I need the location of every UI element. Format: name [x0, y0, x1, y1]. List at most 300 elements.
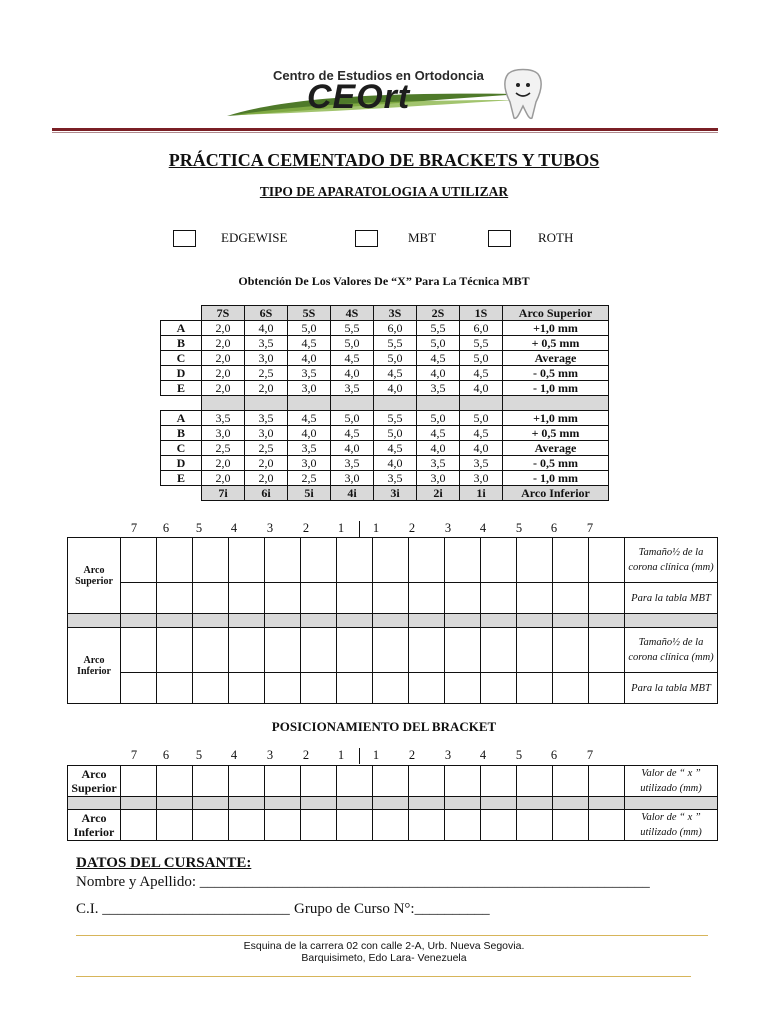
- column-footer: 4i: [331, 486, 374, 501]
- arc-cell: +1,0 mm: [503, 411, 609, 426]
- table-cell: 3,5: [202, 411, 245, 426]
- arc-cell: Average: [503, 441, 609, 456]
- table-row: [68, 810, 718, 841]
- tooth-number: 3: [266, 521, 274, 535]
- bracket-positioning-grid: [67, 765, 718, 841]
- table-row: [161, 351, 609, 366]
- tooth-number: 2: [302, 748, 310, 762]
- input-cell[interactable]: [553, 766, 589, 797]
- input-cell[interactable]: [589, 628, 625, 673]
- row-label: E: [161, 381, 202, 396]
- table-cell: 3,0: [460, 471, 503, 486]
- table-row: [161, 441, 609, 456]
- arc-cell: +1,0 mm: [503, 321, 609, 336]
- tooth-number: 7: [586, 521, 594, 535]
- upper-arch-label: Arco Superior: [68, 538, 121, 614]
- table-row: [161, 411, 609, 426]
- input-cell[interactable]: [553, 810, 589, 841]
- input-cell[interactable]: [193, 583, 229, 614]
- mbt-checkbox[interactable]: [355, 230, 378, 247]
- mbt-values-table: [160, 305, 609, 501]
- input-cell[interactable]: [265, 673, 301, 704]
- input-cell[interactable]: [373, 628, 409, 673]
- input-cell[interactable]: [301, 538, 337, 583]
- address-line-2: Barquisimeto, Edo Lara- Venezuela: [301, 952, 467, 964]
- input-cell[interactable]: [337, 673, 373, 704]
- input-cell[interactable]: [337, 766, 373, 797]
- tooth-number-row: [0, 521, 768, 537]
- address-line-1: Esquina de la carrera 02 con calle 2-A, Urb. Nueva Segovia.: [243, 940, 525, 952]
- table-cell: 5,0: [460, 351, 503, 366]
- table-cell: 5,5: [374, 411, 417, 426]
- page-title: PRÁCTICA CEMENTADO DE BRACKETS Y TUBOS: [168, 150, 600, 170]
- input-cell[interactable]: [229, 673, 265, 704]
- table-cell: 4,5: [331, 426, 374, 441]
- table-cell: 3,5: [245, 411, 288, 426]
- separator-cell: [589, 797, 625, 810]
- input-cell[interactable]: [589, 538, 625, 583]
- separator-cell: [265, 797, 301, 810]
- input-cell[interactable]: [517, 583, 553, 614]
- separator-cell: [517, 797, 553, 810]
- tooth-number: 5: [195, 521, 203, 535]
- input-cell[interactable]: [301, 766, 337, 797]
- separator-cell: [625, 797, 718, 810]
- separator-cell: [337, 797, 373, 810]
- table-cell: 5,0: [417, 411, 460, 426]
- separator-cell: [193, 797, 229, 810]
- input-cell[interactable]: [553, 673, 589, 704]
- arc-cell: + 0,5 mm: [503, 426, 609, 441]
- input-cell[interactable]: [481, 628, 517, 673]
- header-rule-thin: [52, 132, 718, 133]
- appliance-type-heading: TIPO DE APARATOLOGIA A UTILIZAR: [259, 184, 509, 199]
- table-cell: 3,0: [331, 471, 374, 486]
- input-cell[interactable]: [337, 538, 373, 583]
- mbt-table-heading: Obtención De Los Valores De “X” Para La Técnica MBT: [238, 274, 530, 288]
- input-cell[interactable]: [445, 810, 481, 841]
- tooth-number: 2: [408, 521, 416, 535]
- input-cell[interactable]: [445, 628, 481, 673]
- row-label: B: [161, 336, 202, 351]
- separator-cell: [625, 614, 718, 628]
- table-cell: 3,5: [288, 366, 331, 381]
- input-cell[interactable]: [589, 810, 625, 841]
- table-cell: 4,5: [460, 426, 503, 441]
- blank-cell: [161, 306, 202, 321]
- separator-cell: [589, 614, 625, 628]
- input-cell[interactable]: [337, 810, 373, 841]
- input-cell[interactable]: [373, 538, 409, 583]
- course-group-field[interactable]: Grupo de Curso N°:__________: [294, 901, 490, 917]
- table-cell: 4,5: [288, 336, 331, 351]
- tooth-number: 5: [515, 521, 523, 535]
- input-cell[interactable]: [229, 628, 265, 673]
- tooth-mascot-icon: [502, 68, 544, 120]
- separator-cell: [157, 614, 193, 628]
- input-cell[interactable]: [553, 583, 589, 614]
- lower-arch-label: Arco Inferior: [68, 810, 121, 841]
- table-cell: 5,5: [460, 336, 503, 351]
- name-field[interactable]: Nombre y Apellido: ____________________________________________________________: [76, 874, 650, 890]
- row-label: C: [161, 441, 202, 456]
- input-cell[interactable]: [265, 628, 301, 673]
- input-cell[interactable]: [193, 538, 229, 583]
- table-cell: 3,0: [417, 471, 460, 486]
- separator-cell: [445, 797, 481, 810]
- table-cell: 2,5: [245, 441, 288, 456]
- column-footer: 1i: [460, 486, 503, 501]
- input-cell[interactable]: [157, 810, 193, 841]
- midline-divider: [359, 748, 360, 764]
- row-label: D: [161, 366, 202, 381]
- mbt-table-note: Para la tabla MBT: [625, 673, 718, 704]
- input-cell[interactable]: [121, 583, 157, 614]
- tooth-number: 5: [515, 748, 523, 762]
- table-cell: 3,0: [245, 351, 288, 366]
- table-cell: 4,0: [288, 426, 331, 441]
- crown-size-note: Tamaño½ de la corona clínica (mm): [625, 628, 718, 673]
- input-cell[interactable]: [265, 583, 301, 614]
- bracket-positioning-heading: POSICIONAMIENTO DEL BRACKET: [271, 719, 497, 734]
- table-cell: 2,0: [202, 321, 245, 336]
- table-cell: 3,5: [374, 471, 417, 486]
- arc-cell: - 1,0 mm: [503, 471, 609, 486]
- input-cell[interactable]: [409, 583, 445, 614]
- blank-cell: [161, 396, 202, 411]
- table-row: [161, 426, 609, 441]
- table-cell: 5,0: [417, 336, 460, 351]
- logo-main-text: CEOrt: [307, 78, 411, 116]
- table-row: [68, 583, 718, 614]
- tooth-number: 1: [337, 521, 345, 535]
- roth-checkbox[interactable]: [488, 230, 511, 247]
- tooth-number: 7: [130, 748, 138, 762]
- id-number-field[interactable]: C.I. _________________________: [76, 901, 290, 917]
- separator-cell: [121, 614, 157, 628]
- table-cell: 3,0: [245, 426, 288, 441]
- table-cell: 2,0: [245, 381, 288, 396]
- table-cell: 2,0: [202, 336, 245, 351]
- tooth-number: 2: [408, 748, 416, 762]
- input-cell[interactable]: [481, 673, 517, 704]
- table-cell: 4,5: [331, 351, 374, 366]
- input-cell[interactable]: [337, 628, 373, 673]
- table-cell: 4,0: [374, 456, 417, 471]
- separator-cell: [337, 614, 373, 628]
- table-cell: 5,5: [417, 321, 460, 336]
- table-cell: 4,5: [374, 441, 417, 456]
- x-value-note: Valor de “ x ” utilizado (mm): [625, 766, 718, 797]
- table-cell: 3,5: [288, 441, 331, 456]
- column-header: 7S: [202, 306, 245, 321]
- input-cell[interactable]: [193, 766, 229, 797]
- table-cell: 4,5: [374, 366, 417, 381]
- input-cell[interactable]: [265, 766, 301, 797]
- input-cell[interactable]: [157, 538, 193, 583]
- separator-cell: [373, 614, 409, 628]
- table-cell: 4,0: [417, 366, 460, 381]
- tooth-number: 5: [195, 748, 203, 762]
- table-cell: 4,0: [331, 441, 374, 456]
- input-cell[interactable]: [373, 673, 409, 704]
- column-header: 6S: [245, 306, 288, 321]
- student-data-heading: DATOS DEL CURSANTE:: [76, 855, 252, 871]
- arc-cell: + 0,5 mm: [503, 336, 609, 351]
- separator-cell: [288, 396, 331, 411]
- x-value-note: Valor de “ x ” utilizado (mm): [625, 810, 718, 841]
- column-footer: 6i: [245, 486, 288, 501]
- table-cell: 5,0: [288, 321, 331, 336]
- table-cell: 2,0: [202, 366, 245, 381]
- table-cell: 2,0: [202, 351, 245, 366]
- input-cell[interactable]: [445, 673, 481, 704]
- tooth-number: 1: [372, 521, 380, 535]
- mbt-table-note: Para la tabla MBT: [625, 583, 718, 614]
- separator-cell: [373, 797, 409, 810]
- table-cell: 3,5: [417, 456, 460, 471]
- input-cell[interactable]: [445, 766, 481, 797]
- table-cell: 4,0: [374, 381, 417, 396]
- table-cell: 6,0: [460, 321, 503, 336]
- input-cell[interactable]: [481, 583, 517, 614]
- table-cell: 2,5: [288, 471, 331, 486]
- column-footer: 7i: [202, 486, 245, 501]
- table-cell: 3,5: [331, 381, 374, 396]
- separator-cell: [301, 797, 337, 810]
- table-cell: 3,0: [288, 381, 331, 396]
- row-label: A: [161, 411, 202, 426]
- separator-cell: [68, 614, 121, 628]
- table-row: [68, 766, 718, 797]
- arc-cell: - 0,5 mm: [503, 456, 609, 471]
- footer-rule-top: [76, 935, 708, 936]
- row-label: B: [161, 426, 202, 441]
- input-cell[interactable]: [229, 810, 265, 841]
- table-cell: 5,0: [374, 426, 417, 441]
- edgewise-label: EDGEWISE: [221, 230, 288, 245]
- table-cell: 3,5: [245, 336, 288, 351]
- table-cell: 3,5: [460, 456, 503, 471]
- table-cell: 3,5: [417, 381, 460, 396]
- column-header: 5S: [288, 306, 331, 321]
- table-cell: 4,0: [331, 366, 374, 381]
- table-cell: 5,0: [331, 336, 374, 351]
- separator-cell: [481, 797, 517, 810]
- input-cell[interactable]: [445, 583, 481, 614]
- column-header: 1S: [460, 306, 503, 321]
- input-cell[interactable]: [409, 673, 445, 704]
- table-cell: 4,5: [288, 411, 331, 426]
- input-cell[interactable]: [409, 810, 445, 841]
- lower-arch-label: Arco Inferior: [68, 628, 121, 704]
- input-cell[interactable]: [265, 538, 301, 583]
- table-row: [161, 336, 609, 351]
- input-cell[interactable]: [121, 810, 157, 841]
- header-rule: [52, 128, 718, 131]
- input-cell[interactable]: [373, 810, 409, 841]
- separator-cell: [374, 396, 417, 411]
- input-cell[interactable]: [229, 583, 265, 614]
- input-cell[interactable]: [553, 628, 589, 673]
- column-header: 2S: [417, 306, 460, 321]
- table-cell: 2,0: [245, 471, 288, 486]
- tooth-number: 1: [337, 748, 345, 762]
- input-cell[interactable]: [481, 766, 517, 797]
- input-cell[interactable]: [517, 810, 553, 841]
- table-cell: 4,0: [460, 381, 503, 396]
- separator-cell: [193, 614, 229, 628]
- input-cell[interactable]: [409, 766, 445, 797]
- table-cell: 4,0: [245, 321, 288, 336]
- table-cell: 5,5: [374, 336, 417, 351]
- separator-row: [68, 797, 718, 810]
- input-cell[interactable]: [481, 538, 517, 583]
- row-label: E: [161, 471, 202, 486]
- input-cell[interactable]: [157, 583, 193, 614]
- table-cell: 4,0: [288, 351, 331, 366]
- separator-cell: [121, 797, 157, 810]
- input-cell[interactable]: [121, 673, 157, 704]
- tooth-number: 6: [162, 521, 170, 535]
- input-cell[interactable]: [301, 810, 337, 841]
- table-cell: 4,5: [417, 426, 460, 441]
- separator-cell: [445, 614, 481, 628]
- column-header: 4S: [331, 306, 374, 321]
- table-cell: 5,0: [331, 411, 374, 426]
- tooth-number: 4: [230, 748, 238, 762]
- input-cell[interactable]: [229, 766, 265, 797]
- table-cell: 3,5: [331, 456, 374, 471]
- input-cell[interactable]: [409, 628, 445, 673]
- crown-measurement-grid: [67, 537, 718, 704]
- table-cell: 3,0: [202, 426, 245, 441]
- separator-cell: [265, 614, 301, 628]
- input-cell[interactable]: [301, 583, 337, 614]
- input-cell[interactable]: [193, 673, 229, 704]
- row-label: C: [161, 351, 202, 366]
- input-cell[interactable]: [481, 810, 517, 841]
- table-cell: 3,0: [288, 456, 331, 471]
- tooth-number-row: [0, 748, 768, 764]
- arc-cell: - 0,5 mm: [503, 366, 609, 381]
- input-cell[interactable]: [373, 583, 409, 614]
- arc-cell: Average: [503, 351, 609, 366]
- tooth-number: 3: [444, 748, 452, 762]
- tooth-number: 2: [302, 521, 310, 535]
- input-cell[interactable]: [265, 810, 301, 841]
- table-cell: 2,0: [202, 471, 245, 486]
- column-footer: 3i: [374, 486, 417, 501]
- table-cell: 4,5: [460, 366, 503, 381]
- input-cell[interactable]: [337, 583, 373, 614]
- separator-cell: [517, 614, 553, 628]
- table-cell: 5,0: [460, 411, 503, 426]
- column-header: 3S: [374, 306, 417, 321]
- column-header: Arco Superior: [503, 306, 609, 321]
- column-footer: 5i: [288, 486, 331, 501]
- tooth-number: 6: [550, 521, 558, 535]
- separator-cell: [460, 396, 503, 411]
- table-row: [161, 456, 609, 471]
- input-cell[interactable]: [229, 538, 265, 583]
- arc-cell: - 1,0 mm: [503, 381, 609, 396]
- table-cell: 4,5: [417, 351, 460, 366]
- table-cell: 2,0: [245, 456, 288, 471]
- logo-top-text: Centro de Estudios en Ortodoncia: [273, 68, 484, 83]
- input-cell[interactable]: [121, 538, 157, 583]
- input-cell[interactable]: [121, 628, 157, 673]
- table-cell: 5,5: [331, 321, 374, 336]
- input-cell[interactable]: [517, 673, 553, 704]
- separator-cell: [202, 396, 245, 411]
- tooth-number: 6: [162, 748, 170, 762]
- input-cell[interactable]: [193, 810, 229, 841]
- table-separator-row: [161, 396, 609, 411]
- input-cell[interactable]: [589, 583, 625, 614]
- input-cell[interactable]: [553, 538, 589, 583]
- input-cell[interactable]: [157, 628, 193, 673]
- table-row: [68, 673, 718, 704]
- row-label: D: [161, 456, 202, 471]
- table-cell: 2,5: [202, 441, 245, 456]
- input-cell[interactable]: [445, 538, 481, 583]
- input-cell[interactable]: [589, 673, 625, 704]
- input-cell[interactable]: [589, 766, 625, 797]
- separator-cell: [409, 614, 445, 628]
- separator-cell: [68, 797, 121, 810]
- table-cell: 2,5: [245, 366, 288, 381]
- blank-cell: [161, 486, 202, 501]
- separator-row: [68, 614, 718, 628]
- input-cell[interactable]: [121, 766, 157, 797]
- table-row: [161, 366, 609, 381]
- input-cell[interactable]: [157, 766, 193, 797]
- table-row: [161, 321, 609, 336]
- column-footer: Arco Inferior: [503, 486, 609, 501]
- table-cell: 2,0: [202, 456, 245, 471]
- upper-arch-label: Arco Superior: [68, 766, 121, 797]
- table-cell: 4,0: [460, 441, 503, 456]
- roth-label: ROTH: [538, 230, 574, 245]
- separator-cell: [553, 797, 589, 810]
- input-cell[interactable]: [193, 628, 229, 673]
- input-cell[interactable]: [301, 673, 337, 704]
- input-cell[interactable]: [517, 766, 553, 797]
- input-cell[interactable]: [517, 538, 553, 583]
- footer-rule-bottom: [76, 976, 691, 977]
- table-footer-row: [161, 486, 609, 501]
- separator-cell: [157, 797, 193, 810]
- separator-cell: [553, 614, 589, 628]
- edgewise-checkbox[interactable]: [173, 230, 196, 247]
- tooth-number: 1: [372, 748, 380, 762]
- input-cell[interactable]: [409, 538, 445, 583]
- mbt-label: MBT: [408, 230, 437, 245]
- separator-cell: [409, 797, 445, 810]
- input-cell[interactable]: [157, 673, 193, 704]
- table-row: [68, 538, 718, 583]
- tooth-number: 7: [586, 748, 594, 762]
- input-cell[interactable]: [301, 628, 337, 673]
- input-cell[interactable]: [373, 766, 409, 797]
- tooth-number: 3: [266, 748, 274, 762]
- separator-cell: [245, 396, 288, 411]
- input-cell[interactable]: [517, 628, 553, 673]
- tooth-number: 3: [444, 521, 452, 535]
- table-cell: 4,0: [417, 441, 460, 456]
- tooth-number: 6: [550, 748, 558, 762]
